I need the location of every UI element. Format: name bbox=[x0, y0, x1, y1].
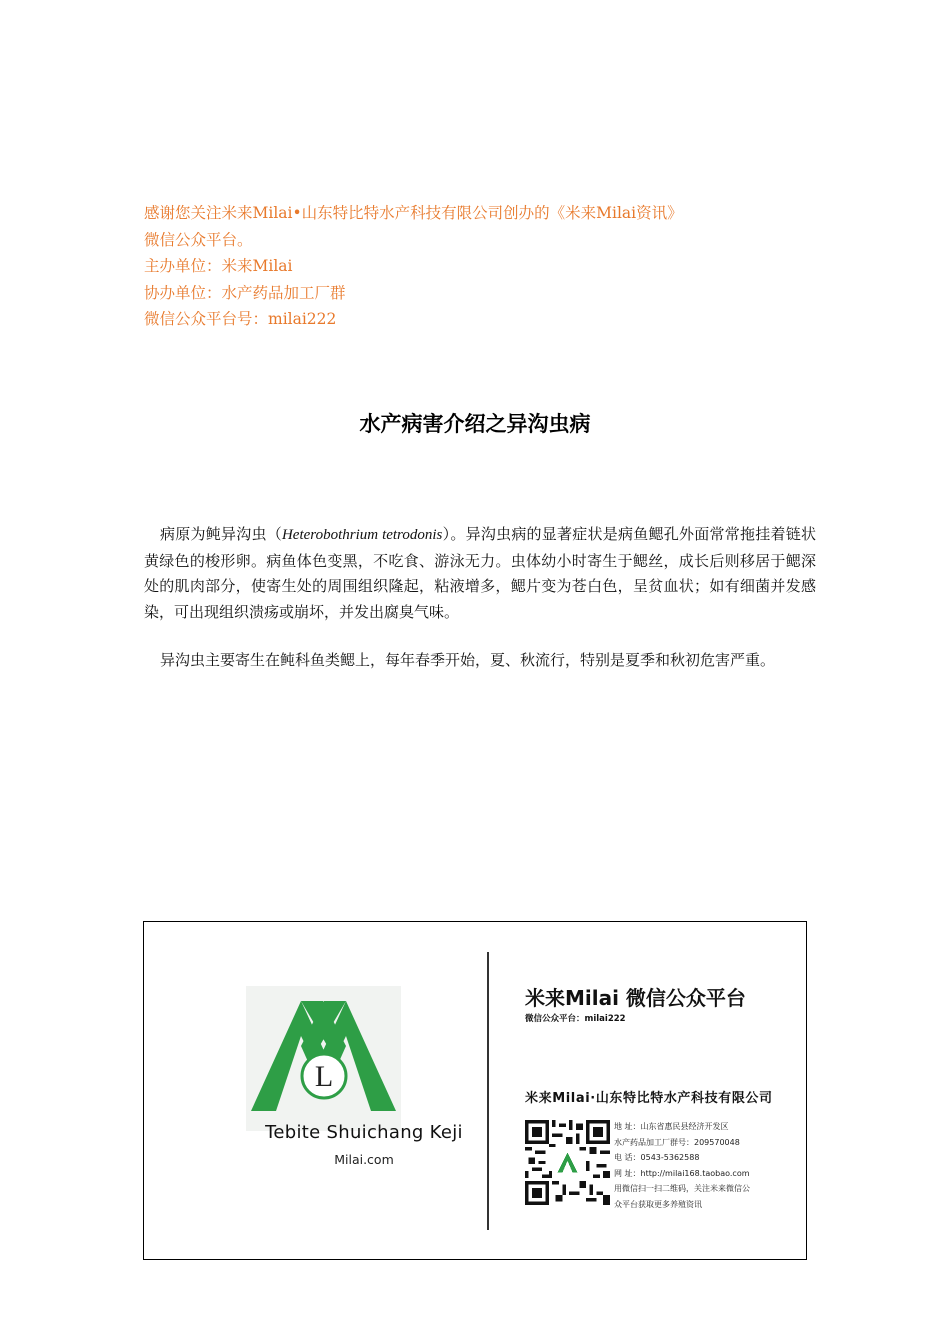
article-paragraph-2: 异沟虫主要寄生在鲀科鱼类鳃上，每年春季开始，夏、秋流行，特别是夏季和秋初危害严重。 bbox=[160, 651, 776, 669]
article-title: 水产病害介绍之异沟虫病 bbox=[359, 412, 591, 436]
group-line: 水产药品加工厂群号：209570048 bbox=[614, 1137, 740, 1147]
qr-instruction-line: 众平台获取更多养殖资讯 bbox=[614, 1199, 702, 1209]
phone-line: 电 话：0543-5362588 bbox=[614, 1153, 700, 1162]
paragraph-text: 病原为鲀异沟虫（ bbox=[160, 525, 282, 543]
logo-letter: L bbox=[314, 1060, 334, 1093]
card-heading: 米来Milai 微信公众平台 bbox=[525, 986, 746, 1010]
card-divider bbox=[487, 952, 489, 1230]
intro-line: 微信公众平台。 bbox=[144, 230, 253, 249]
address-line: 地 址：山东省惠民县经济开发区 bbox=[614, 1122, 729, 1131]
brand-website: Milai.com bbox=[334, 1152, 394, 1167]
intro-line: 感谢您关注米来Milai•山东特比特水产科技有限公司创办的《米来Milai资讯》 bbox=[144, 204, 683, 222]
host-line: 主办单位：米来Milai bbox=[144, 257, 293, 275]
species-name: Heterobothrium tetrodonis bbox=[281, 527, 443, 543]
contact-info bbox=[614, 1119, 804, 1212]
company-name: 米来Milai·山东特比特水产科技有限公司 bbox=[525, 1091, 773, 1106]
paragraph-text: ）。异沟虫病的显著症状是病鱼鳃孔外面常常拖挂着链状黄绿色的梭形卵。病鱼体色变黑，不吃食、游泳无力。虫体幼小时寄生于鳃丝，成长后则移居于鳃深处的肌肉部分，使寄生处的周围组织隆起，粘液增多，鳃片变为苍白色，呈贫血状；如有细菌并发感染，可出现组织溃疡或崩坏，并发出腐臭气味。 bbox=[144, 525, 816, 621]
card-subheading: 微信公众平台：milai222 bbox=[525, 1014, 626, 1024]
company-logo bbox=[246, 986, 401, 1131]
business-card bbox=[143, 921, 807, 1260]
milai-logo-icon bbox=[246, 986, 401, 1131]
brand-name: Tebite Shuichang Keji bbox=[265, 1122, 463, 1143]
intro-block bbox=[144, 200, 824, 333]
article-paragraph-1 bbox=[144, 522, 816, 625]
qr-instruction-line: 用微信扫一扫二维码，关注米来微信公 bbox=[614, 1184, 750, 1193]
account-line: 微信公众平台号：milai222 bbox=[144, 310, 337, 328]
cohost-line: 协办单位：水产药品加工厂群 bbox=[144, 283, 346, 302]
website-line: 网 址：http://milai168.taobao.com bbox=[614, 1168, 750, 1178]
qr-code-icon bbox=[525, 1120, 610, 1205]
